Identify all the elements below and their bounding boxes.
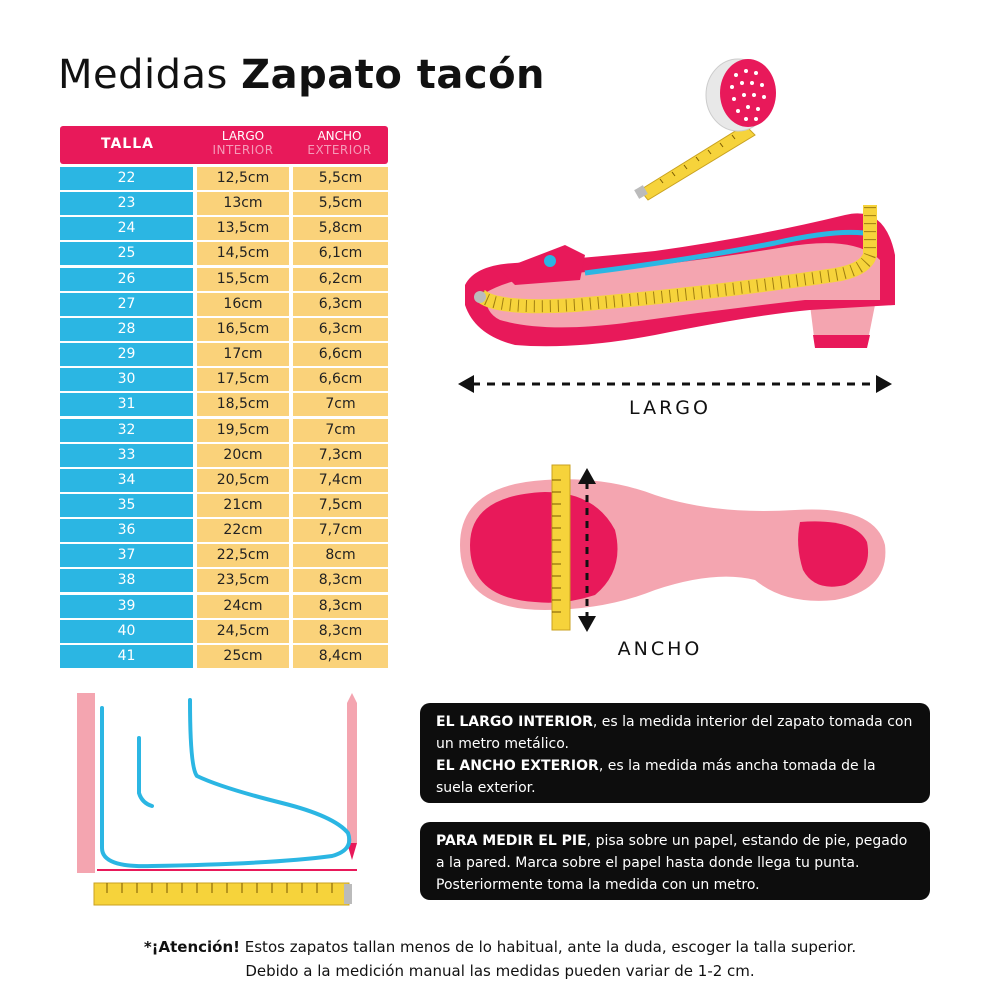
size-cell: 40 [60, 620, 193, 643]
size-cell: 39 [60, 595, 193, 618]
size-cell: 25 [60, 242, 193, 265]
ancho-cell: 5,5cm [293, 167, 388, 190]
table-row [60, 469, 388, 492]
size-cell: 37 [60, 544, 193, 567]
table-row [60, 318, 388, 341]
ancho-cell: 8,3cm [293, 620, 388, 643]
largo-cell: 13cm [197, 192, 289, 215]
ancho-cell: 7,7cm [293, 519, 388, 542]
size-cell: 24 [60, 217, 193, 240]
largo-cell: 16cm [197, 293, 289, 316]
title-bold: Zapato tacón [241, 52, 546, 98]
header-ancho-top: ANCHO [317, 129, 362, 143]
ancho-cell: 6,6cm [293, 343, 388, 366]
table-row [60, 393, 388, 416]
info-box-medir-pie [420, 822, 930, 900]
header-ancho-sub: EXTERIOR [307, 143, 372, 157]
largo-cell: 17,5cm [197, 368, 289, 391]
table-row [60, 544, 388, 567]
attention-line1: Estos zapatos tallan menos de lo habitual, ante la duda, escoger la talla superior. [240, 938, 857, 956]
table-row [60, 268, 388, 291]
largo-arrow [458, 372, 893, 396]
largo-cell: 25cm [197, 645, 289, 668]
largo-cell: 22cm [197, 519, 289, 542]
table-row [60, 620, 388, 643]
header-largo [195, 129, 291, 157]
table-row [60, 293, 388, 316]
info-ancho-bold: EL ANCHO EXTERIOR [436, 758, 599, 774]
table-row [60, 192, 388, 215]
page-title [58, 52, 545, 98]
info-largo-bold: EL LARGO INTERIOR [436, 714, 593, 730]
ancho-label: ANCHO [617, 638, 703, 660]
header-ancho [291, 129, 388, 157]
largo-cell: 14,5cm [197, 242, 289, 265]
ancho-cell: 8,3cm [293, 569, 388, 592]
size-cell: 27 [60, 293, 193, 316]
largo-cell: 17cm [197, 343, 289, 366]
table-row [60, 569, 388, 592]
ancho-cell: 6,3cm [293, 318, 388, 341]
largo-cell: 22,5cm [197, 544, 289, 567]
attention-note [60, 935, 940, 983]
largo-cell: 24cm [197, 595, 289, 618]
size-cell: 31 [60, 393, 193, 416]
table-row [60, 343, 388, 366]
foot-measure-illustration [72, 688, 372, 913]
attention-line2: Debido a la medición manual las medidas pueden variar de 1-2 cm. [245, 962, 755, 980]
shoe-sole-illustration [455, 460, 895, 635]
table-row [60, 494, 388, 517]
header-talla: TALLA [101, 136, 154, 152]
ancho-cell: 6,2cm [293, 268, 388, 291]
ancho-cell: 7,4cm [293, 469, 388, 492]
ancho-cell: 8cm [293, 544, 388, 567]
table-row [60, 645, 388, 668]
largo-cell: 18,5cm [197, 393, 289, 416]
largo-cell: 24,5cm [197, 620, 289, 643]
size-cell: 34 [60, 469, 193, 492]
size-cell: 33 [60, 444, 193, 467]
size-cell: 28 [60, 318, 193, 341]
ancho-cell: 6,6cm [293, 368, 388, 391]
info-ancho-text: , es la medida más ancha tomada de la suela exterior. [436, 758, 876, 796]
largo-cell: 23,5cm [197, 569, 289, 592]
header-largo-sub: INTERIOR [212, 143, 274, 157]
ancho-cell: 7,3cm [293, 444, 388, 467]
table-row [60, 595, 388, 618]
largo-cell: 16,5cm [197, 318, 289, 341]
ancho-cell: 5,8cm [293, 217, 388, 240]
size-table-header [60, 126, 388, 164]
table-row [60, 217, 388, 240]
size-cell: 35 [60, 494, 193, 517]
largo-cell: 19,5cm [197, 419, 289, 442]
table-row [60, 519, 388, 542]
largo-cell: 20cm [197, 444, 289, 467]
info-medir-text: , pisa sobre un papel, estando de pie, pegado a la pared. Marca sobre el papel hasta donde llega tu punta. Posteriormente toma la medida con un metro. [436, 833, 908, 893]
size-cell: 30 [60, 368, 193, 391]
table-row [60, 419, 388, 442]
attention-bold: *¡Atención! [143, 938, 240, 956]
size-cell: 29 [60, 343, 193, 366]
largo-cell: 21cm [197, 494, 289, 517]
size-cell: 26 [60, 268, 193, 291]
info-box-largo-ancho [420, 703, 930, 803]
shoe-side-illustration [455, 185, 905, 360]
largo-cell: 20,5cm [197, 469, 289, 492]
ancho-cell: 8,3cm [293, 595, 388, 618]
info-largo-text: , es la medida interior del zapato tomada con un metro metálico. [436, 714, 913, 752]
table-row [60, 368, 388, 391]
size-cell: 32 [60, 419, 193, 442]
table-row [60, 242, 388, 265]
ancho-cell: 5,5cm [293, 192, 388, 215]
ancho-cell: 8,4cm [293, 645, 388, 668]
largo-label: LARGO [629, 397, 711, 419]
size-cell: 41 [60, 645, 193, 668]
size-cell: 38 [60, 569, 193, 592]
table-row [60, 167, 388, 190]
ancho-cell: 7cm [293, 393, 388, 416]
largo-cell: 12,5cm [197, 167, 289, 190]
title-light: Medidas [58, 52, 228, 98]
size-cell: 36 [60, 519, 193, 542]
header-largo-top: LARGO [221, 129, 265, 143]
tape-measure-roll-illustration [630, 55, 790, 205]
ancho-cell: 6,3cm [293, 293, 388, 316]
size-cell: 23 [60, 192, 193, 215]
table-row [60, 444, 388, 467]
largo-cell: 13,5cm [197, 217, 289, 240]
ancho-cell: 7cm [293, 419, 388, 442]
largo-cell: 15,5cm [197, 268, 289, 291]
ancho-cell: 7,5cm [293, 494, 388, 517]
info-medir-bold: PARA MEDIR EL PIE [436, 833, 587, 849]
size-cell: 22 [60, 167, 193, 190]
ancho-cell: 6,1cm [293, 242, 388, 265]
